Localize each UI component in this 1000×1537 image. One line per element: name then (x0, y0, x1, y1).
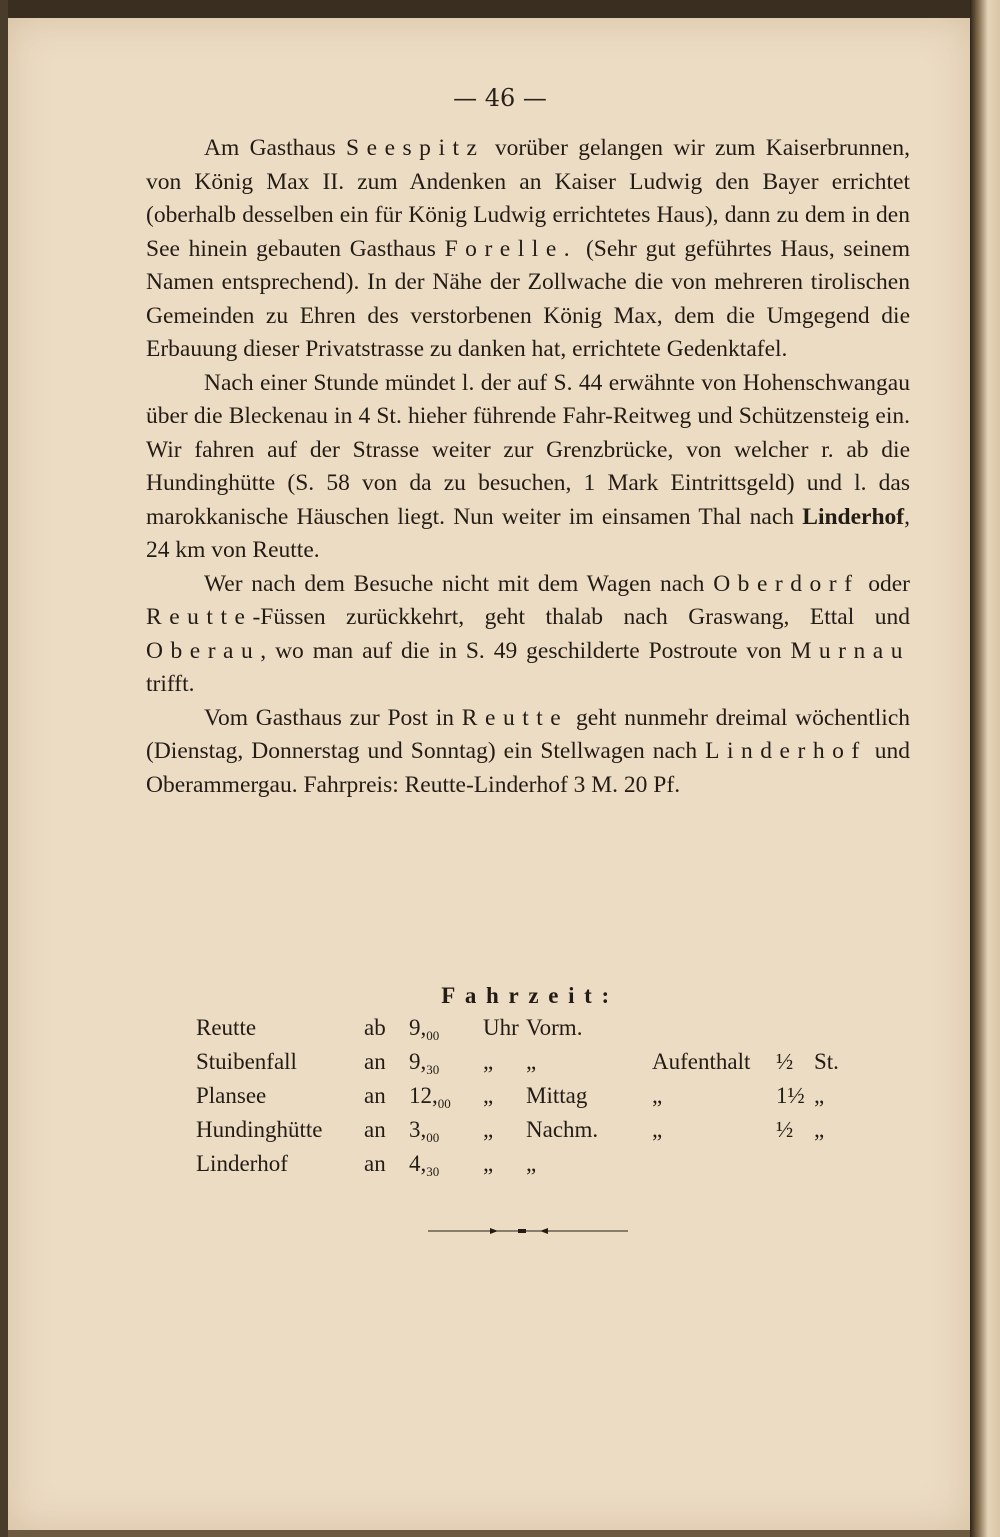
text-segment: -Füssen zurückkehrt, geht thalab nach Graswang, Ettal und (252, 604, 910, 630)
timetable-dir: an (364, 1117, 386, 1142)
timetable-dur: ½ (776, 1049, 794, 1074)
timetable-note: „ (526, 1151, 537, 1176)
text-segment: , wo man auf die in S. 49 geschilderte Postroute von (260, 637, 791, 664)
timetable-place: Plansee (196, 1083, 267, 1108)
timetable-uhr: „ (483, 1117, 494, 1142)
text-segment: Seespitz (346, 135, 485, 161)
timetable-dir: an (364, 1151, 386, 1176)
text-segment: Murnau (790, 637, 910, 664)
timetable-st: St. (814, 1049, 839, 1074)
timetable-dir: ab (364, 1015, 386, 1040)
timetable-place: Reutte (196, 1015, 257, 1040)
text-segment: , 24 km von Reutte. (146, 503, 910, 563)
timetable-st: „ (814, 1083, 825, 1108)
timetable-aufh: Aufenthalt (652, 1049, 751, 1074)
timetable-uhr: „ (483, 1151, 494, 1176)
timetable-dur: 1½ (776, 1083, 805, 1108)
timetable-hour: 12, (409, 1083, 438, 1108)
text-segment: geht nunmehr dreimal wöchentlich (Dienstag, Donnerstag und Sonntag) ein Stellwagen nach (146, 704, 910, 764)
closing-ornament (428, 1226, 628, 1236)
timetable-place: Stuibenfall (196, 1049, 297, 1074)
text-segment: (Sehr gut geführtes Haus, seinem Namen entsprechend). In der Nähe der Zollwache die von mehreren tirolischen Gemeinden zu Ehren des verstorbenen König Max, dem die Umgegend die Erbauung dieser Privatstrasse zu danken hat, errichtete Gedenktafel. (146, 235, 910, 362)
timetable-heading: Fahrzeit: (441, 983, 619, 1008)
timetable-dur: ½ (776, 1117, 794, 1142)
text-segment: oder (859, 570, 910, 597)
text-segment: Nach einer Stunde mündet l. der auf S. 44 erwähnte von Hohenschwangau über die Bleckenau in 4 St. hieher führende Fahr-Reitweg und Schützensteig ein. Wir fahren auf der Strasse weiter zur Grenzbrücke, von welcher r. ab die Hundinghütte (S. 58 von da zu besuchen, 1 Mark Eintrittsgeld) und l. das marokkanische Häuschen liegt. Nun weiter im einsamen Thal nach (146, 369, 910, 530)
timetable-minute: 00 (426, 1028, 440, 1043)
scan-border-top (0, 0, 1000, 18)
paragraph (146, 568, 910, 702)
timetable-hour (409, 1049, 439, 1078)
timetable-note: „ (526, 1049, 537, 1074)
timetable-aufh: „ (652, 1083, 663, 1108)
text-segment: Am Gasthaus (204, 135, 347, 161)
timetable-dir: an (364, 1049, 386, 1074)
paragraph (146, 702, 910, 803)
text-segment: vorüber gelangen wir zum Kaiserbrunnen, von König Max II. zum Andenken an Kaiser Ludwig den Bayer errichtet (oberhalb desselben ein für König Ludwig errichtetes Haus), dann zu dem in den See hinein gebauten Gasthaus (146, 135, 910, 262)
timetable-uhr: „ (483, 1049, 494, 1074)
timetable-dir: an (364, 1083, 386, 1108)
timetable-hour (409, 1151, 439, 1180)
timetable-hour: 4, (409, 1151, 427, 1176)
timetable-aufh: „ (652, 1117, 663, 1142)
timetable-note: Nachm. (526, 1117, 599, 1142)
timetable-st: „ (814, 1117, 825, 1142)
timetable-uhr: Uhr (483, 1015, 519, 1040)
text-segment: und Oberammergau. Fahrpreis: Reutte-Linderhof 3 M. 20 Pf. (146, 738, 910, 798)
page-number: — 46 — (453, 84, 547, 112)
timetable-place: Hundinghütte (196, 1117, 323, 1142)
text-segment: Reutte (146, 604, 253, 630)
timetable-minute: 00 (437, 1096, 451, 1111)
text-segment: Oberdorf (713, 570, 860, 597)
timetable-minute: 00 (426, 1130, 440, 1145)
text-segment: Reutte (461, 704, 569, 731)
timetable-note: Mittag (526, 1083, 588, 1108)
page-spine-edge (970, 0, 1000, 1537)
timetable-note: Vorm. (526, 1015, 583, 1040)
timetable-minute: 30 (426, 1164, 440, 1179)
paragraph (146, 367, 910, 568)
timetable-uhr: „ (483, 1083, 494, 1108)
text-segment: Oberau (146, 637, 261, 664)
text-segment: Wer nach dem Besuche nicht mit dem Wagen nach (204, 570, 714, 597)
timetable-place: Linderhof (196, 1151, 288, 1176)
text-segment: Linderhof (802, 503, 905, 530)
text-segment: trifft. (146, 671, 195, 697)
scan-border-left (0, 0, 8, 1537)
timetable-hour: 9, (409, 1015, 427, 1040)
timetable-hour (409, 1015, 439, 1044)
text-segment: Linderhof (705, 738, 867, 764)
timetable-hour (409, 1117, 439, 1146)
timetable-hour: 9, (409, 1049, 427, 1074)
text-segment: Vom Gasthaus zur Post in (204, 704, 462, 731)
paragraph (146, 132, 910, 367)
timetable-hour: 3, (409, 1117, 427, 1142)
timetable-minute: 30 (426, 1062, 440, 1077)
timetable-hour (409, 1083, 451, 1112)
text-segment: Forelle. (444, 235, 578, 262)
body-text (146, 132, 910, 802)
